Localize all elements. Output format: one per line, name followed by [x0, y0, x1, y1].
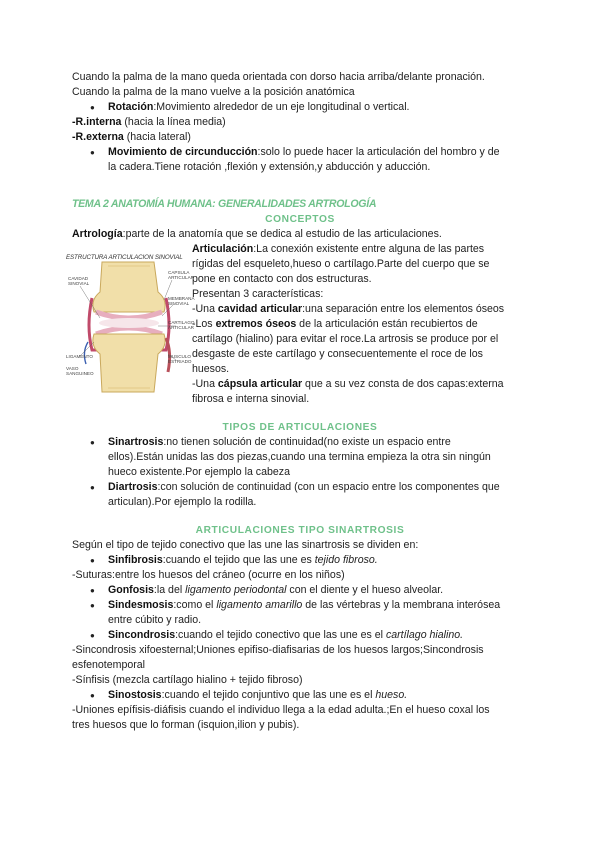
label-cartilago: CARTILAGO ARTICULAR: [168, 320, 195, 330]
tema-title: TEMA 2 ANATOMÍA HUMANA: GENERALIDADES ARTROLOGÍA: [72, 198, 377, 210]
list-item-rotacion: ● Rotación:Movimiento alrededor de un eje longitudinal o vertical.: [72, 100, 528, 115]
list-item-circunduccion: ● Movimiento de circunducción:solo lo puede hacer la articulación del hombro y de: [72, 145, 528, 160]
movement-list: [72, 100, 528, 115]
articulacion-line-1: Articulación:La conexión existente entre alguna de las partes: [192, 243, 485, 255]
list-item-sincondrosis: ● Sincondrosis:cuando el tejido conectivo que las une es el cartílago hialino.: [72, 628, 528, 643]
sinfisis-line: -Sínfisis (mezcla cartílago hialino + tejido fibroso): [72, 674, 303, 686]
sinartrosis-cont-1: ellos).Están unidas las dos piezas,cuando una termina empieza la otra sin ningún: [108, 451, 491, 463]
caracteristica-3: -Una cápsula articular que a su vez consta de dos capas:externa: [192, 378, 504, 390]
articulacion-text: [192, 242, 528, 407]
articulacion-line-4: Presentan 3 características:: [192, 288, 324, 300]
intro-line-1: Cuando la palma de la mano queda orientada con dorso hacia arriba/delante pronación.: [72, 71, 485, 83]
list-item-sindesmosis: ● Sindesmosis:como el ligamento amarillo de las vértebras y la membrana interósea: [72, 598, 528, 613]
intro-line-2: Cuando la palma de la mano vuelve a la posición anatómica: [72, 86, 355, 98]
label-ligamento: LIGAMENTO: [66, 354, 93, 359]
articulacion-line-2: rígidas del esqueleto,hueso o cartílago.Parte del cuerpo que se: [192, 258, 490, 270]
sincondrosis-line-2: esfenotemporal: [72, 659, 146, 671]
synovial-joint-figure: [66, 242, 195, 402]
caracteristica-1: -Una cavidad articular:una separación entre los elementos óseos: [192, 303, 505, 315]
sinartrosis-cont-2: hueco existente.Por ejemplo la cabeza: [108, 466, 290, 478]
sincondrosis-line-1: -Sincondrosis xifoesternal;Uniones epifiso-diafisarias de los huesos largos;Sincondrosis: [72, 644, 484, 656]
rexterna-line: -R.externa (hacia lateral): [72, 131, 191, 143]
caracteristica-3-line-2: fibrosa e interna sinovial.: [192, 393, 310, 405]
uniones-line-2: tres huesos que lo forman (isquion,ilion y pubis).: [72, 719, 300, 731]
artrologia-line: Artrología:parte de la anatomía que se dedica al estudio de las articulaciones.: [72, 228, 442, 240]
figure-title: ESTRUCTURA ARTICULACION SINOVIAL: [66, 254, 183, 261]
caracteristica-2-line-3: desgaste de este cartílago y consecuentemente el roce de los: [192, 348, 483, 360]
caracteristica-2-line-2: cartílago (hialino) para evitar el roce.La artrosis se produce por el: [192, 333, 499, 345]
label-membrana: MEMBRANA SINOVIAL: [168, 296, 195, 306]
caracteristica-2: -Los extremos óseos de la articulación están recubiertos de: [192, 318, 478, 330]
sinfibrosis-list: [72, 553, 528, 568]
diartrosis-cont: articulan).Por ejemplo la rodilla.: [108, 496, 257, 508]
label-capsula: CAPSULA ARTICULAR: [168, 270, 194, 280]
list-item-gonfosis: ● Gonfosis:la del ligamento periodontal con el diente y el hueso alveolar.: [72, 583, 528, 598]
list-item-sinostosis: ● Sinostosis:cuando el tejido conjuntivo que las une es el hueso.: [72, 688, 528, 703]
section-conceptos: CONCEPTOS: [265, 214, 335, 225]
suturas-list: [72, 583, 528, 643]
rinterna-line: -R.interna (hacia la línea media): [72, 116, 226, 128]
label-vaso: VASO SANGUINEO: [66, 366, 94, 376]
circunduccion-cont: la cadera.Tiene rotación ,flexión y extensión,y abducción y aducción.: [108, 161, 431, 173]
sinostosis-list: [72, 688, 528, 703]
circunduccion-list: [72, 145, 528, 175]
caracteristica-2-line-4: huesos.: [192, 363, 230, 375]
uniones-line-1: -Uniones epífisis-diáfisis cuando el individuo llega a la edad adulta.;En el hueso coxal los: [72, 704, 490, 716]
articulacion-block: [66, 242, 528, 407]
list-item-sinartrosis: ● Sinartrosis:no tienen solución de continuidad(no existe un espacio entre: [72, 435, 528, 450]
document-page: [66, 70, 528, 733]
tipos-list: [72, 435, 528, 510]
section-tipos: TIPOS DE ARTICULACIONES: [222, 422, 378, 433]
section-sinartrosis: ARTICULACIONES TIPO SINARTROSIS: [195, 525, 405, 536]
sinartrosis-intro: Según el tipo de tejido conectivo que las une las sinartrosis se dividen en:: [72, 539, 419, 551]
list-item-sinfibrosis: ● Sinfibrosis:cuando el tejido que las une es tejido fibroso.: [72, 553, 528, 568]
label-musculo: MUSCULO ESTRIADO: [168, 354, 192, 364]
label-cavidad: CAVIDAD SINOVIAL: [68, 276, 90, 286]
list-item-diartrosis: ● Diartrosis:con solución de continuidad (con un espacio entre los componentes que: [72, 480, 528, 495]
sindesmosis-cont: entre cúbito y radio.: [108, 614, 202, 626]
articulacion-line-3: pone en contacto con dos estructuras.: [192, 273, 372, 285]
suturas-line: -Suturas:entre los huesos del cráneo (ocurre en los niños): [72, 569, 345, 581]
